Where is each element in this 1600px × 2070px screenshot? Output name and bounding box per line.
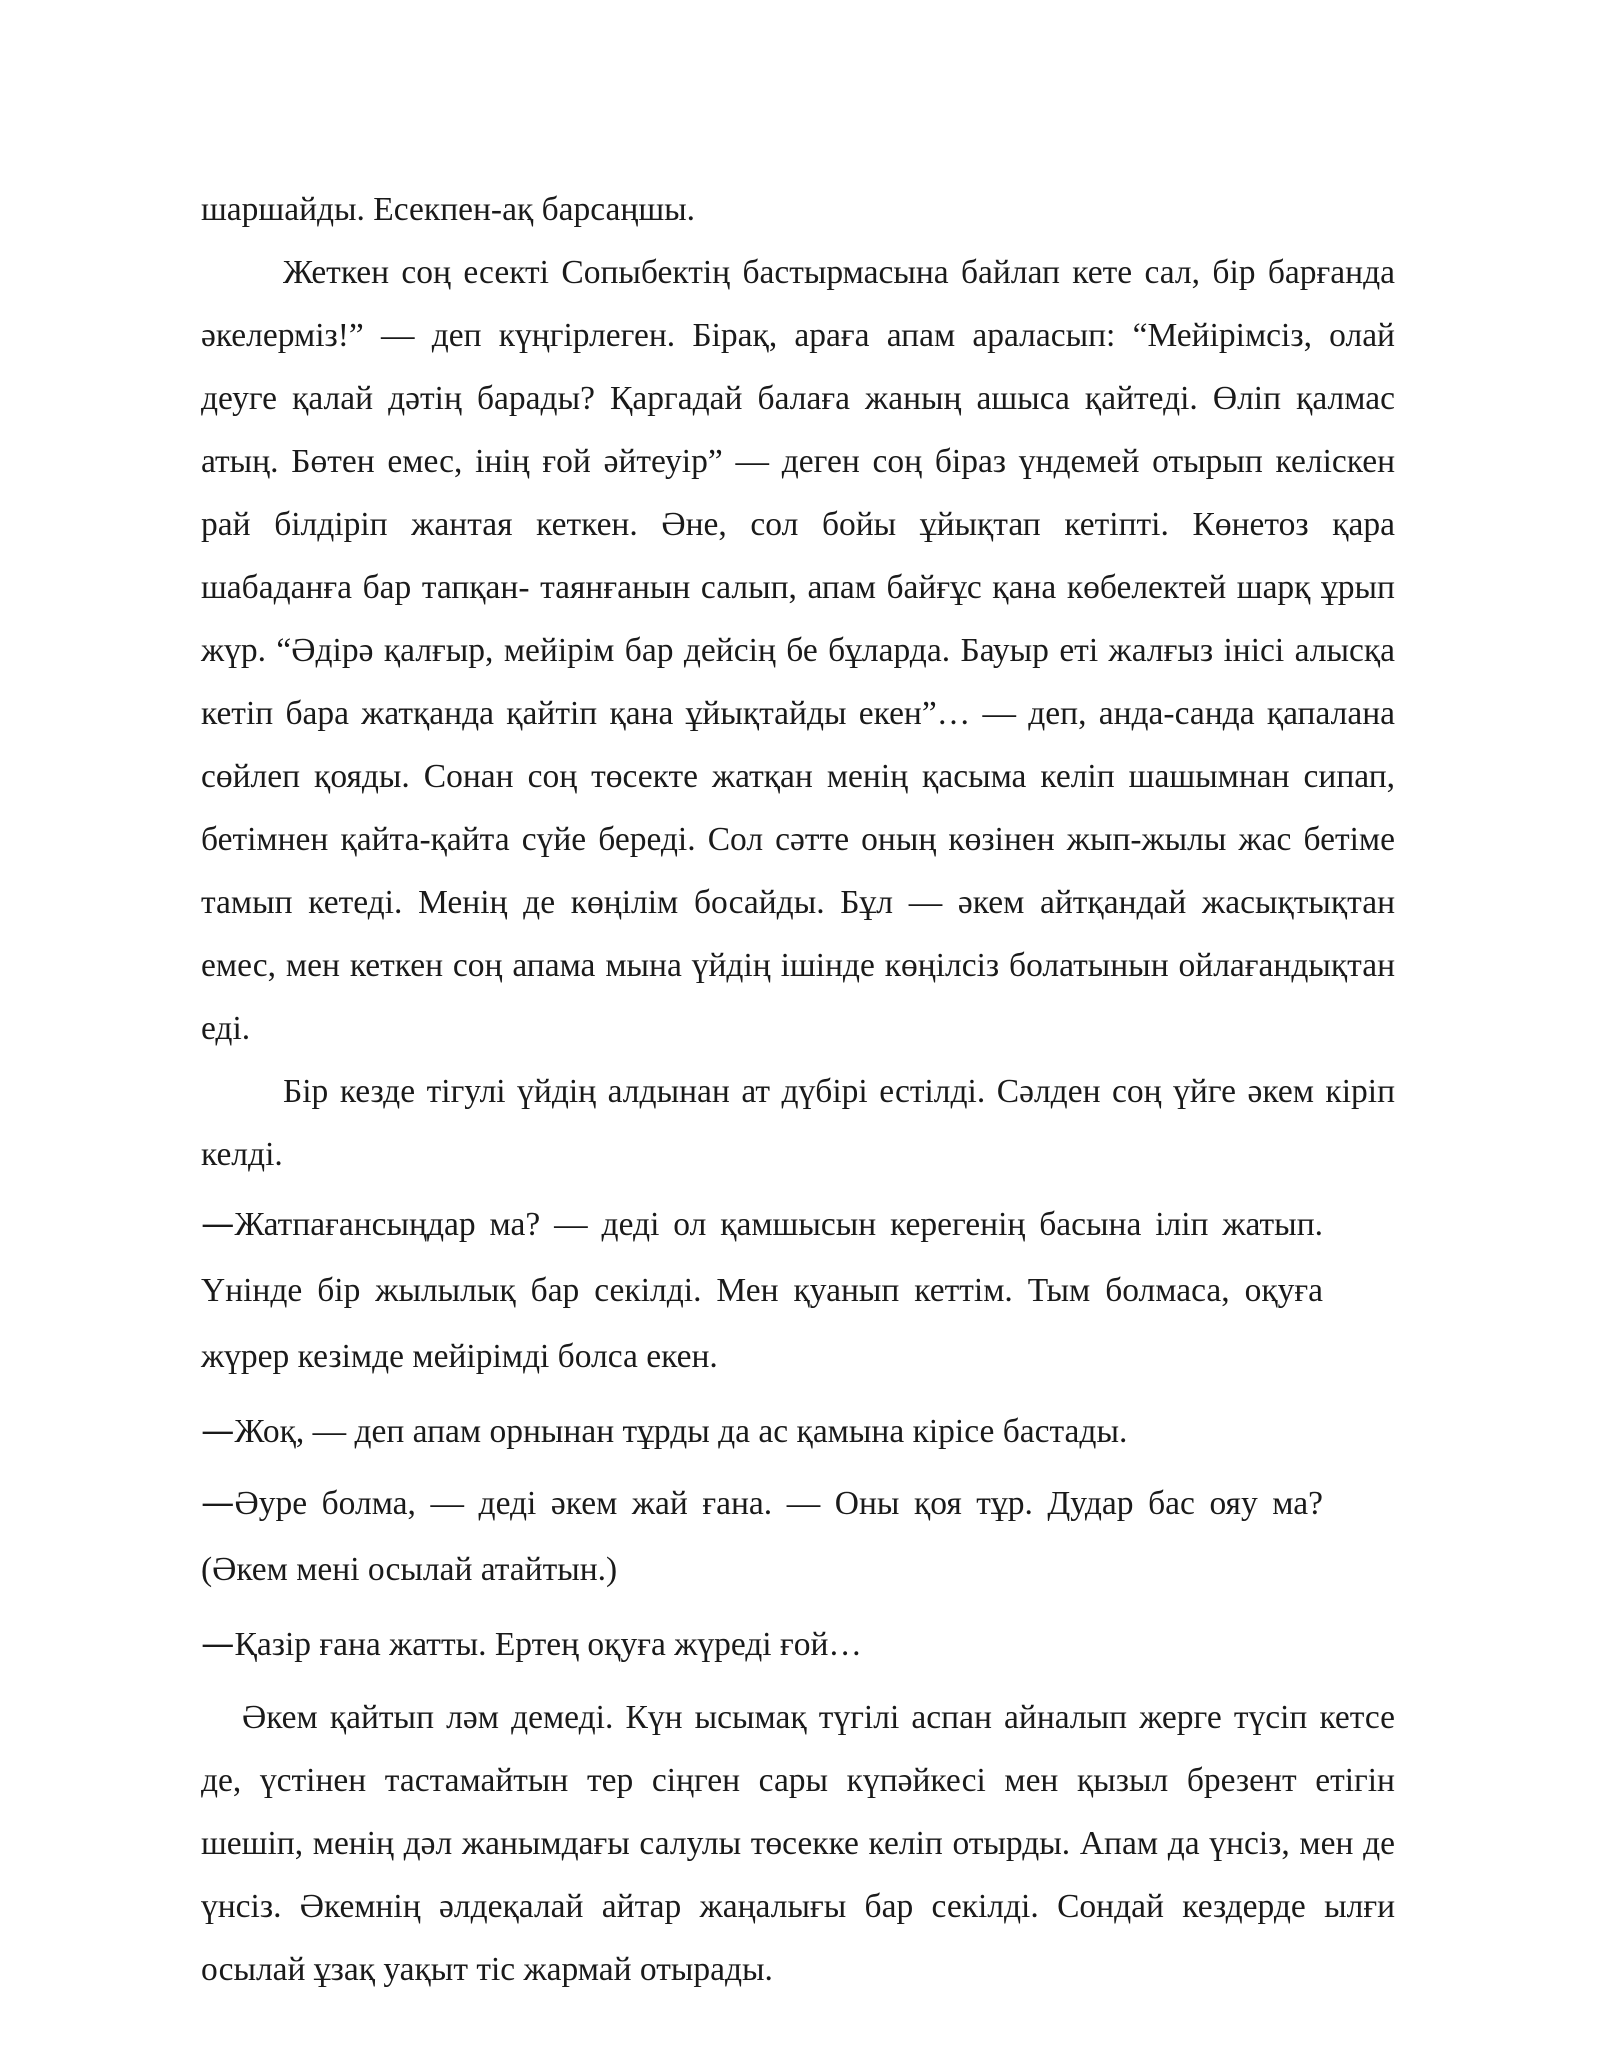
dialog-line-4 — [201, 1611, 1395, 1678]
dialog-text: Жатпағансыңдар ма? — деді ол қамшысын керегенің басына іліп жатып. Үнінде бір жылылық бар секілді. Мен қуанып кеттім. Тым болмаса, оқуға жүрер кезімде мейірімді болса екен. — [201, 1206, 1323, 1375]
dialog-text: Жоқ, — деп апам орнынан тұрды да ас қамына кірісе бастады. — [234, 1413, 1128, 1450]
paragraph-2: Жеткен соң есекті Сопыбектің бастырмасына байлап кете сал, бір барғанда әкелерміз!” — деп күңгірлеген. Бірақ, араға апам араласып: “Мейірімсіз, олай деуге қалай дәтің барады? Қаргадай балаға жаның ашыса қайтеді. Өліп қалмас атың. Бөтен емес, інің ғой әйтеуір” — деген соң біраз үндемей отырып келіскен рай білдіріп жантая кеткен. Әне, сол бойы ұйықтап кетіпті. Көнетоз қара шабаданға бар тапқан- таянғанын салып, апам байғұс қана көбелектей шарқ ұрып жүр. “Әдірә қалғыр, мейірім бар дейсің бе бұларда. Бауыр еті жалғыз інісі алысқа кетіп бара жатқанда қайтіп қана ұйықтайды екен”… — деп, анда-санда қапалана сөйлеп қояды. Сонан соң төсекте жатқан менің қасыма келіп шашымнан сипап, бетімнен қайта-қайта сүйе береді. Сол сәтте оның көзінен жып-жылы жас бетіме тамып кетеді. Менің де көңілім босайды. Бұл — әкем айтқандай жасықтықтан емес, мен кеткен соң апама мына үйдің ішінде көңілсіз болатынын ойлағандықтан еді. — [201, 254, 1395, 1047]
dialog-dash: — — [201, 1411, 235, 1450]
dialog-text: Қазір ғана жатты. Ертең оқуға жүреді ғой… — [234, 1626, 862, 1663]
document-page — [201, 178, 1395, 2001]
dialog-line-2 — [201, 1398, 1395, 1465]
dialog-line-1 — [201, 1191, 1323, 1390]
dialog-line-3 — [201, 1470, 1323, 1603]
dialog-dash: — — [201, 1624, 235, 1663]
paragraph-3: Бір кезде тігулі үйдің алдынан ат дүбірі естілді. Сәлден соң үйге әкем кіріп келді. — [201, 1073, 1395, 1173]
paragraph-last: Әкем қайтып ләм демеді. Күн ысымақ түгілі аспан айналып жерге түсіп кетсе де, үстінен тастамайтын тер сіңген сары күпәйкесі мен қызыл брезент етігін шешіп, менің дәл жанымдағы салулы төсекке келіп отырды. Апам да үнсіз, мен де үнсіз. Әкемнің әлдеқалай айтар жаңалығы бар секілді. Сондай кездерде ылғи осылай ұзақ уақыт тіс жармай отырады. — [201, 1699, 1395, 1988]
paragraph-1: шаршайды. Есекпен-ақ барсаңшы. — [201, 191, 696, 228]
dialog-dash: — — [201, 1483, 235, 1522]
dialog-text: Әуре болма, — деді әкем жай ғана. — Оны қоя тұр. Дудар бас ояу ма? (Әкем мені осылай атайтын.) — [201, 1485, 1323, 1588]
dialog-dash: — — [201, 1204, 235, 1243]
